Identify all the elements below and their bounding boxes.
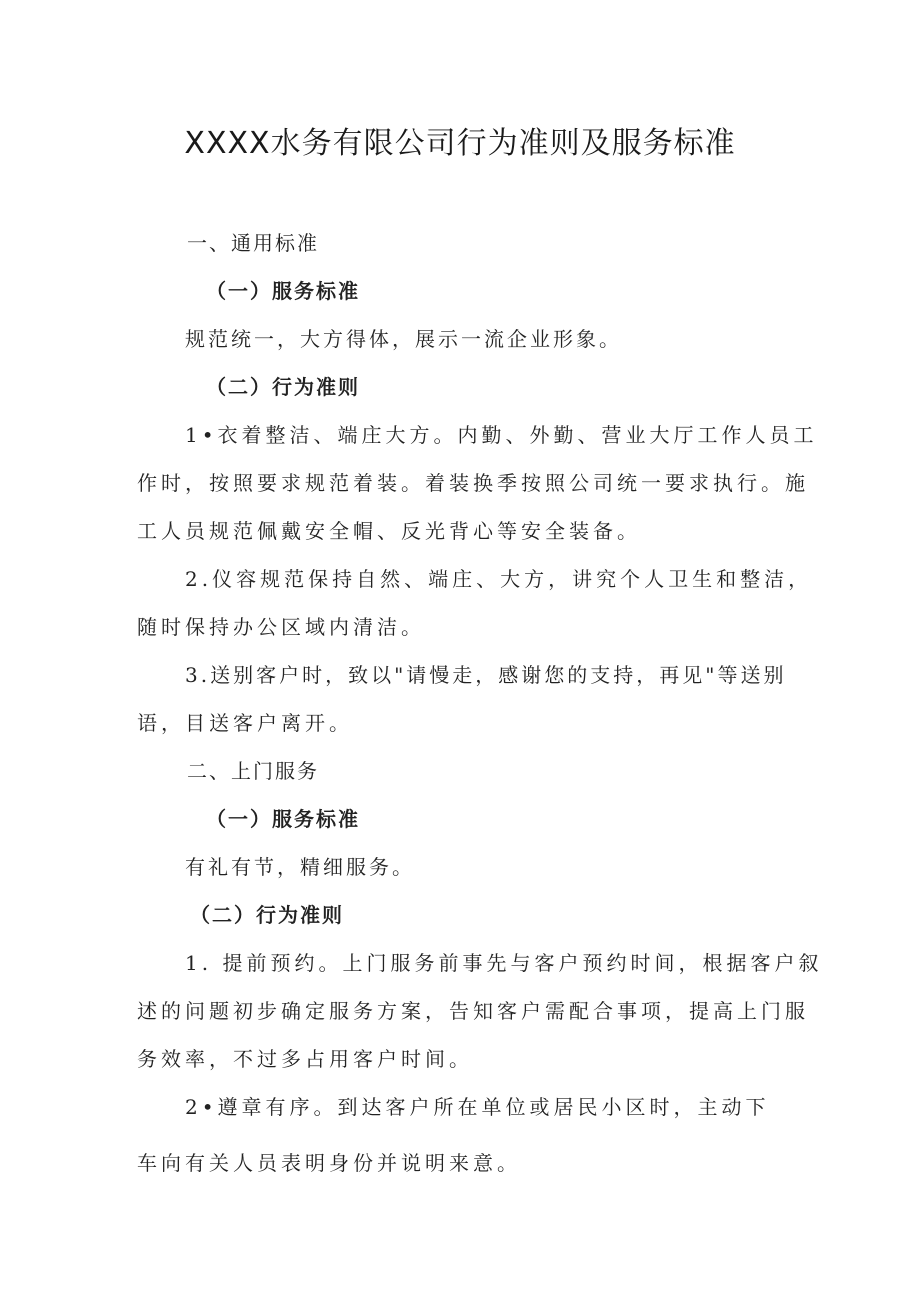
- section-heading-onsite-service: 二、上门服务: [187, 759, 319, 783]
- subheading-service-standard-2: （一）服务标准: [206, 807, 360, 831]
- paragraph-line: 1•衣着整洁、端庄大方。内勤、外勤、营业大厅工作人员工: [185, 423, 818, 447]
- paragraph-line: 2•遵章有序。到达客户所在单位或居民小区时，主动下: [185, 1095, 770, 1119]
- paragraph-line: 述的问题初步确定服务方案，告知客户需配合事项，提高上门服: [137, 999, 809, 1023]
- document-title: XXXX水务有限公司行为准则及服务标准: [184, 126, 736, 161]
- paragraph-line: 作时，按照要求规范着装。着装换季按照公司统一要求执行。施: [137, 471, 809, 495]
- paragraph-line: 3.送别客户时，致以"请慢走，感谢您的支持，再见"等送别: [185, 663, 787, 687]
- subheading-service-standard: （一）服务标准: [206, 279, 360, 303]
- subheading-conduct-rules: （二）行为准则: [206, 375, 360, 399]
- paragraph-line: 1. 提前预约。上门服务前事先与客户预约时间，根据客户叙: [185, 951, 823, 975]
- paragraph-line: 务效率，不过多占用客户时间。: [137, 1047, 473, 1071]
- paragraph-line: 工人员规范佩戴安全帽、反光背心等安全装备。: [137, 519, 641, 543]
- section-heading-general: 一、通用标准: [187, 231, 319, 255]
- paragraph-line: 随时保持办公区域内清洁。: [137, 615, 425, 639]
- paragraph-line: 车向有关人员表明身份并说明来意。: [137, 1151, 521, 1175]
- subheading-conduct-rules-2: （二）行为准则: [190, 903, 344, 927]
- paragraph-service-standard-2: 有礼有节，精细服务。: [185, 855, 415, 879]
- paragraph-line: 语，目送客户离开。: [137, 711, 353, 735]
- paragraph-line: 2.仪容规范保持自然、端庄、大方，讲究个人卫生和整洁，: [185, 567, 813, 591]
- paragraph-service-standard: 规范统一，大方得体，展示一流企业形象。: [185, 327, 622, 351]
